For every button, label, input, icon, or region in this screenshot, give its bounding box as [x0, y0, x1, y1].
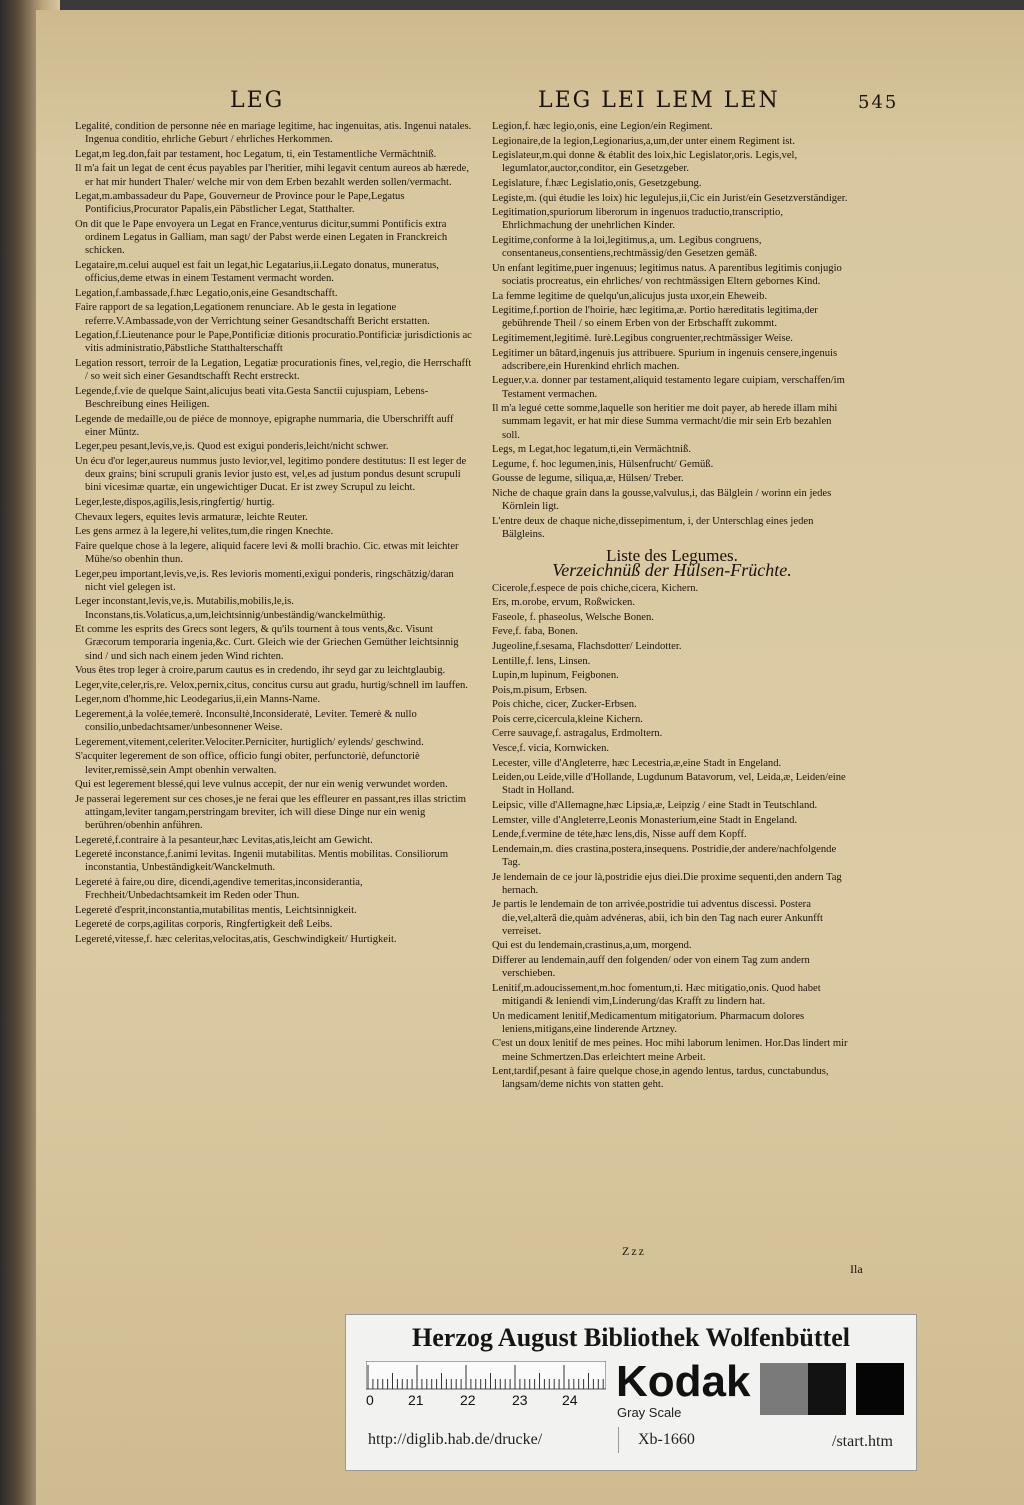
legume-list-item: Lupin,m lupinum, Feigbonen. [492, 670, 619, 682]
dictionary-entry: Legereté de corps,agilitas corporis, Ringfertigkeit deß Leibs. [75, 919, 333, 931]
gray-scale-caption: Gray Scale [617, 1405, 682, 1420]
gray-patch-dark [808, 1363, 846, 1415]
dictionary-entry: Legerement,à la volée,temerè. Inconsultè,Inconsideratè, Leviter. Temerè & nullo consilio,unbedachtsamer/unbesonnener Weise. [75, 708, 417, 734]
dictionary-entry: Leger inconstant,levis,ve,is. Mutabilis,mobilis,le,is. Inconstans,tis.Volaticus,a,um,leichtsinnig/unbeständig/wanckelmüthig. [75, 596, 386, 621]
legume-list-item: Vesce,f. vicia, Kornwicken. [492, 743, 610, 755]
legume-list-item: Feve,f. faba, Bonen. [492, 626, 578, 638]
right-column [492, 120, 852, 1093]
scale-ruler [366, 1361, 606, 1407]
dictionary-entry: Leger,peu pesant,levis,ve,is. Quod est exigui ponderis,leicht/nicht schwer. [75, 441, 389, 453]
legume-list-heading: Liste des Legumes. [606, 546, 738, 566]
dictionary-entry: Legitime,conforme à la loi,legitimus,a, um. Legibus congruens, consentaneus,consentiens,rechtmässig/den Gesetzen gemäß. [492, 234, 762, 260]
dictionary-entry: Legation,f.ambassade,f.hæc Legatio,onis,eine Gesandtschafft. [75, 287, 338, 299]
dictionary-entry: Leger,peu important,levis,ve,is. Res levioris momenti,exigui ponderis, ringschätzig/daran nicht viel gelegen ist. [75, 568, 454, 593]
dictionary-entry: Legume, f. hoc legumen,inis, Hülsenfrucht/ Gemüß. [492, 458, 714, 470]
dictionary-entry: Legation,f.Lieutenance pour le Pape,Pontificiæ ditionis procuratio.Pontificiæ jurisdictionis ac vitis administratio,Päbstliche Statthalterschafft [75, 330, 472, 355]
dictionary-entry: Lendemain,m. dies crastina,postera,insequens. Postridie,der andere/nachfolgende Tag. [492, 843, 837, 869]
right-column-entries-top [492, 120, 852, 541]
dictionary-entry: Lende,f.vermine de téte,hæc lens,dis, Nisse auff dem Kopff. [492, 829, 747, 841]
dictionary-entry: Legat,m leg.don,fait par testament, hoc Legatum, ti, ein Testamentliche Vermächtniß. [75, 148, 437, 160]
dictionary-entry: Je passerai legerement sur ces choses,je ne ferai que les effleurer en passant,res illas strictim attingam,leviter tangam,perstringam breviter, ich will diese Dinge nur ein wenig berühren/obenhin anführen. [75, 793, 467, 832]
dictionary-entry: Faire quelque chose à la legere, aliquid facere levi & molli brachio. Cic. etwas mit leichter Mühe/so obenhin thun. [75, 540, 459, 565]
scale-number: 21 [408, 1392, 424, 1407]
dictionary-entry: Qui est du lendemain,crastinus,a,um, morgend. [492, 940, 692, 952]
gray-patch-black [856, 1363, 904, 1415]
legume-list-item: Cerre sauvage,f. astragalus, Erdmoltern. [492, 728, 663, 740]
dictionary-entry: Legereté d'esprit,inconstantia,mutabilitas mentis, Leichtsinnigkeit. [75, 904, 357, 916]
scale-number: 23 [512, 1392, 528, 1407]
dictionary-entry: Legislature, f.hæc Legislatio,onis, Gesetzgebung. [492, 177, 702, 189]
dictionary-entry: Un écu d'or leger,aureus nummus justo levior,vel, legitimo pondere destitutus: Il est leger de deux grains; bini scrupuli granis levior justo est, vel,es ad justum pondus desunt scrupuli bini vicesimæ quartæ, ein ungewichtiger Ducat. Er ist zwey Scrupul zu leicht. [75, 455, 467, 494]
dictionary-entry: Niche de chaque grain dans la gousse,valvulus,i, das Bälglein / worinn ein jedes Körnlein ligt. [492, 487, 832, 513]
dictionary-entry: Leger,nom d'homme,hic Leodegarius,ii,ein Manns-Name. [75, 694, 321, 706]
dictionary-entry: Chevaux legers, equites levis armaturæ, leichte Reuter. [75, 511, 308, 523]
dictionary-entry: Legereté inconstance,f.animi levitas. Ingenii mutabilitas. Mentis mobilitas. Consiliorum inconstantia, Unbeständigkeit/Wanckelmuth. [75, 849, 449, 874]
dictionary-entry: Et comme les esprits des Grecs sont legers, & qu'ils tournent à tous vents,&c. Visunt Græcorum temporaria ingenia,&c. Curt. Gleich wie der Griechen Gemüther leichtsinnig sind / und sich nach einem jeden Wind richten. [75, 624, 459, 662]
dictionary-entry: Je lendemain de ce jour là,postridie ejus diei.Die proxime sequenti,den andern Tag hernach. [492, 871, 842, 896]
legume-list-item: Pois cerre,cicercula,kleine Kichern. [492, 713, 643, 725]
dictionary-entry: Lemster, ville d'Angleterre,Leonis Monasterium,eine Stadt in Engeland. [492, 814, 798, 826]
legume-list-item: Pois,m.pisum, Erbsen. [492, 684, 588, 696]
dictionary-entry: Legiste,m. (qui étudie les loix) hic legulejus,ii,Cic ein Jurist/ein Gesetzverständiger. [492, 192, 848, 204]
dictionary-entry: Legereté,f.contraire à la pesanteur,hæc Levitas,atis,leicht am Gewicht. [75, 834, 373, 846]
dictionary-entry: Legereté à faire,ou dire, dicendi,agendive temeritas,inconsiderantia, Frechheit/Unbedachtsamkeit im Reden oder Thun. [75, 877, 363, 902]
legume-list-item: Lentille,f. lens, Linsen. [492, 655, 591, 667]
dictionary-entry: Legitime,f.portion de l'hoirie, hæc legitima,æ. Portio hæreditatis legitima,der gebührende Theil / so einem Erben von der Erbschafft zukommt. [492, 305, 818, 330]
dictionary-entry: Legitimation,spuriorum liberorum in ingenuos traductio,transcriptio, Ehrlichmachung der unehrlichen Kinder. [492, 207, 783, 232]
dictionary-entry: Qui est legerement blessé,qui leve vulnus accepit, der nur ein wenig verwundet worden. [75, 779, 448, 791]
dictionary-entry: Lecester, ville d'Angleterre, hæc Lecestria,æ,eine Stadt in Engeland. [492, 757, 782, 769]
dictionary-entry: La femme legitime de quelqu'un,alicujus justa uxor,ein Eheweib. [492, 290, 768, 302]
dictionary-entry: Gousse de legume, siliqua,æ, Hülsen/ Treber. [492, 473, 684, 485]
dictionary-entry: Legs, m Legat,hoc legatum,ti,ein Vermächtniß. [492, 444, 691, 456]
library-name: Herzog August Bibliothek Wolfenbüttel [412, 1323, 850, 1352]
dictionary-entry: Legat,m.ambassadeur du Pape, Gouverneur de Province pour le Pape,Legatus Pontificius,Procurator Papalis,ein Päbstlicher Legat, Statthalter. [75, 191, 405, 216]
header-left: LEG [230, 88, 285, 113]
dictionary-entry: Leger,vite,celer,ris,re. Velox,pernix,citus, concitus cursu aut gradu, hurtig/schnell im lauffen. [75, 679, 468, 691]
dictionary-entry: Il m'a fait un legat de cent écus payables par l'heritier, mihi legavit centum aureos ab hærede, er hat mir hundert Thaler/ welche mir von dem Erben bezahlt werden sollen/vermacht. [75, 163, 470, 188]
dictionary-entry: Legereté,vitesse,f. hæc celeritas,velocitas,atis, Geschwindigkeit/ Hurtigkeit. [75, 934, 397, 946]
dictionary-entry: Un medicament lenitif,Medicamentum mitigatorium. Pharmacum dolores leniens,mitigans,eine linderende Artzney. [492, 1010, 805, 1035]
dictionary-entry: Legitimement,legitimè. Iurè.Legibus congruenter,rechtmässiger Weise. [492, 332, 793, 344]
dictionary-entry: Leger,leste,dispos,agilis,lesis,ringfertig/ hurtig. [75, 496, 275, 508]
dictionary-entry: Leiden,ou Leide,ville d'Hollande, Lugdunum Batavorum, vel, Leida,æ, Leiden/eine Stadt in Holland. [492, 772, 846, 797]
kodak-logo: Kodak [616, 1357, 751, 1406]
dictionary-entry: On dit que le Pape envoyera un Legat en France,venturus dicitur,summi Pontificis extra ordinem Legatus in Galliam, man sagt/ der Pabst werde einen Legaten in Franckreich schicken. [75, 218, 448, 257]
start-page-link: /start.htm [832, 1433, 893, 1450]
left-column [75, 120, 473, 948]
scale-number: 24 [562, 1392, 578, 1407]
gray-patch-mid [760, 1363, 808, 1415]
legume-list [492, 582, 852, 756]
label-divider [618, 1427, 619, 1453]
legume-list-item: Ers, m.orobe, ervum, Roßwicken. [492, 597, 635, 609]
legume-list-item: Cicerole,f.espece de pois chiche,cicera, Kichern. [492, 582, 699, 594]
dictionary-entry: Leguer,v.a. donner par testament,aliquid testamento legare cuipiam, verschaffen/im Testament vermachen. [492, 375, 845, 400]
dictionary-entry: Il m'a legué cette somme,laquelle son heritier me doit payer, ab herede illam mihi summam legavit, er hat mir diese Summa vermacht/die mir sein Erb bezahlen soll. [492, 403, 838, 441]
library-url: http://diglib.hab.de/drucke/ [368, 1431, 543, 1448]
dictionary-entry: Leipsic, ville d'Allemagne,hæc Lipsia,æ, Leipzig / eine Stadt in Teutschland. [492, 800, 818, 812]
dictionary-entry: Faire rapport de sa legation,Legationem renunciare. Ab le gesta in legatione referre.V.Ambassade,von der Verrichtung seiner Gesandtschafft Bericht erstatten. [75, 302, 430, 327]
dictionary-entry: Legitimer un bâtard,ingenuis jus attribuere. Spurium in ingenuis censere,ingenuis adscribere,ein Hurenkind ehrlich machen. [492, 347, 838, 372]
dictionary-entry: Legataire,m.celui auquel est fait un legat,hic Legatarius,ii.Legato donatus, muneratus, officius,deme etwas in einem Testament vermacht worden. [75, 259, 439, 285]
dictionary-entry: Legion,f. hæc legio,onis, eine Legion/ein Regiment. [492, 121, 713, 132]
dictionary-entry: Un enfant legitime,puer ingenuus; legitimus natus. A parentibus legitimis conjugio sociatis procreatus, ein ehrliches/ von rechtmässigen Eltern gebornes Kind. [492, 262, 842, 287]
dictionary-entry: Vous êtes trop leger à croire,parum cautus es in credendo, ihr seyd gar zu leichtglaubig. [75, 665, 446, 677]
dictionary-entry: Legionaire,de la legion,Legionarius,a,um,der unter einem Regiment ist. [492, 135, 796, 147]
dictionary-entry: Legende de medaille,ou de piéce de monnoye, epigraphe nummaria, die Uberschrifft auff einer Müntz. [75, 413, 454, 438]
page-number: 545 [858, 92, 899, 113]
dictionary-entry: Legalité, condition de personne née en mariage legitime, hac ingenuitas, atis. Ingenui natales. Ingenua conditio, ehrliche Geburt / ehrliches Herkommen. [75, 121, 472, 146]
dictionary-entry: Differer au lendemain,auff den folgenden/ oder von einem Tag zum andern verschieben. [492, 955, 810, 980]
scale-number: 22 [460, 1392, 476, 1407]
dictionary-entry: Legation ressort, terroir de la Legation, Legatiæ procurationis fines, vel,regio, die Herrschafft / so weit sich einer Gesandtschafft Recht erstreckt. [75, 357, 472, 383]
right-column-entries-bottom [492, 757, 852, 1092]
dictionary-entry: Lent,tardif,pesant à faire quelque chose,in agendo lentus, tardus, cunctabundus, langsam/deme nichts von statten geht. [492, 1066, 829, 1091]
legume-list-item: Faseole, f. phaseolus, Welsche Bonen. [492, 611, 654, 623]
dictionary-entry: Les gens armez à la legere,hi velites,tum,die ringen Knechte. [75, 526, 334, 538]
header-right: LEG LEI LEM LEN [538, 88, 780, 113]
legume-list-item: Jugeoline,f.sesama, Flachsdotter/ Leindotter. [492, 640, 682, 652]
library-label-card [345, 1314, 917, 1471]
dictionary-entry: S'acquiter legerement de son office, officio fungi obiter, perfunctoriè, defunctoriè leviter,remissè,sein Ampt obenhin verwalten. [75, 751, 420, 776]
catchword: Ila [850, 1262, 863, 1276]
legume-list-item: Pois chiche, cicer, Zucker-Erbsen. [492, 699, 637, 711]
signature-mark: Zzz [622, 1244, 646, 1258]
shelfmark: Xb-1660 [638, 1431, 695, 1448]
dictionary-entry: Legende,f.vie de quelque Saint,alicujus beati vita.Gesta Sanctii cujuspiam, Lebens-Beschreibung eines Heiligen. [75, 385, 429, 410]
dictionary-entry: Je partis le lendemain de ton arrivée,postridie tui adventus discessi. Postera die,vel,alterâ die,quàm advéneras, abii, ich bin den Tag nach eurer Ankunfft verreiset. [492, 899, 823, 937]
dictionary-entry: Lenitif,m.adoucissement,m.hoc fomentum,ti. Hæc mitigatio,onis. Quod habet mitigandi & leniendi vim,Linderung/das Krafft zu lindern hat. [492, 982, 821, 1008]
scale-number: 0 [366, 1392, 374, 1407]
legume-list-heading-german: Verzeichnüß der Hülsen-Früchte. [552, 560, 792, 581]
dictionary-entry: Legerement,vitement,celeriter.Velociter.Perniciter, hurtiglich/ eylends/ geschwind. [75, 736, 424, 748]
dictionary-entry: L'entre deux de chaque niche,dissepimentum, i, der Unterschlag eines jeden Bälgleins. [492, 515, 814, 540]
dictionary-entry: Legislateur,m.qui donne & établit des loix,hic Legislator,oris. Legis,vel, legumlator,auctor,conditor, ein Gesetzgeber. [492, 150, 798, 175]
dictionary-entry: C'est un doux lenitif de mes peines. Hoc mihi laborum lenimen. Hor.Das lindert mir meine Schmertzen.Das erleichtert meine Arbeit. [492, 1038, 848, 1063]
